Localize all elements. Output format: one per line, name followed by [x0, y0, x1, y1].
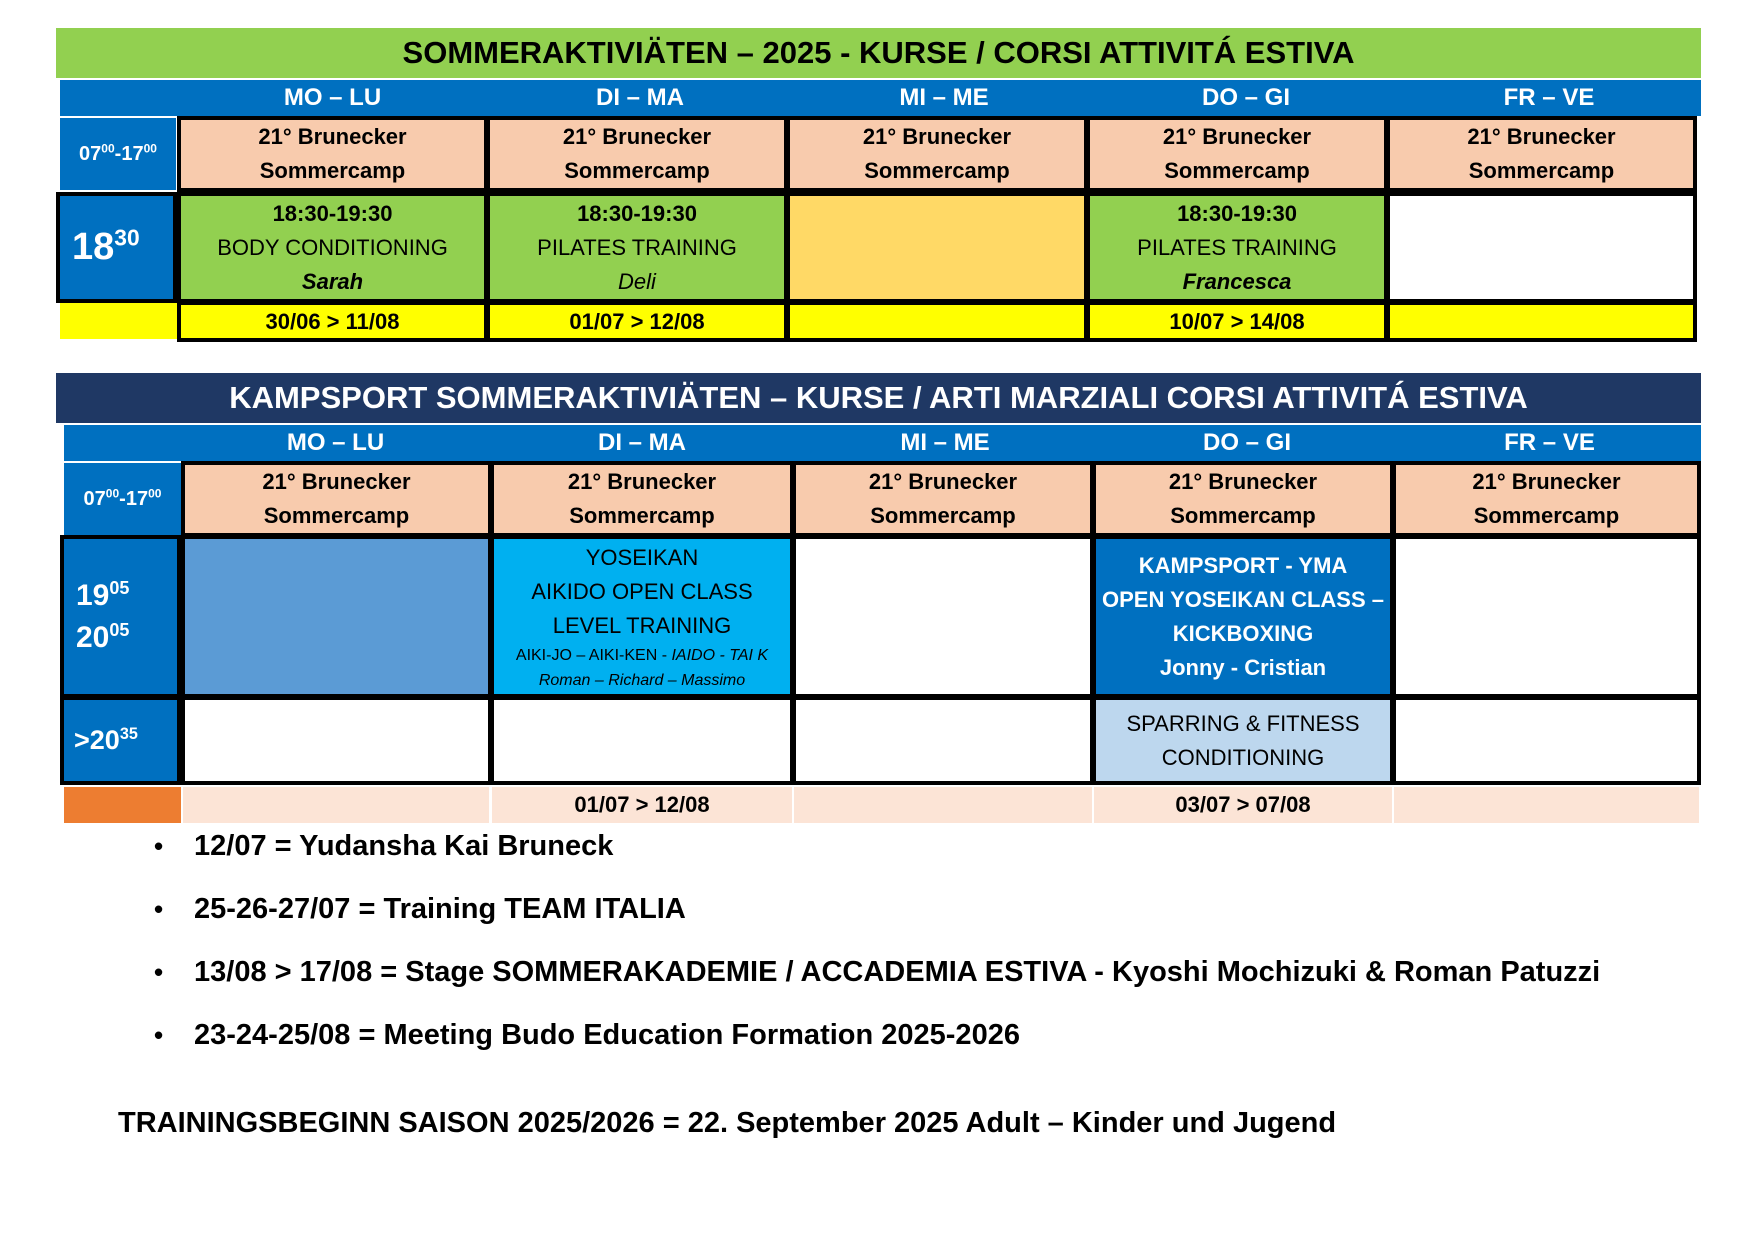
empty-cell-fr — [1386, 192, 1697, 303]
day-do: DO – GI — [1201, 84, 1291, 111]
day-blank — [64, 425, 181, 461]
date-range-do-2: 03/07 > 07/08 — [1094, 787, 1392, 823]
day-di: DI – MA — [595, 84, 684, 111]
day-di: DI – MA — [597, 429, 686, 456]
camp-cell-fr: 21° Brunecker Sommercamp — [1386, 116, 1697, 192]
course-pilates-di: 18:30-19:30 PILATES TRAINING Deli — [486, 192, 788, 303]
time-label-1905: $19^{05}$ $20^{05}$ — [60, 535, 181, 698]
course-kampsport-yma: KAMPSPORT - YMA OPEN YOSEIKAN CLASS – KICKBOXING Jonny - Cristian — [1092, 535, 1394, 698]
day-fr: FR – VE — [1503, 84, 1595, 111]
event-item: • 12/07 = Yudansha Kai Bruneck — [152, 828, 1600, 891]
empty-cell-mi — [786, 192, 1088, 303]
event-item: • 25-26-27/07 = Training TEAM ITALIA — [152, 891, 1600, 954]
empty-cell-mo-2035 — [181, 696, 492, 785]
section2-day-header — [64, 425, 1701, 461]
date-range-mi — [786, 301, 1088, 342]
date-range-mo: 30/06 > 11/08 — [177, 301, 488, 342]
day-mo — [60, 80, 178, 116]
course-sparring-fitness: SPARRING & FITNESS CONDITIONING — [1092, 696, 1394, 785]
time-label-1830: $18^{30}$ — [56, 192, 177, 303]
event-item: • 13/08 > 17/08 = Stage SOMMERAKADEMIE / ACCADEMIA ESTIVA - Kyoshi Mochizuki & Roman Patuzzi — [152, 954, 1600, 1017]
camp-cell-mi: 21° Brunecker Sommercamp — [786, 116, 1088, 192]
section1-day-header — [60, 80, 1701, 116]
date-range-mi-2 — [794, 787, 1092, 823]
event-item: • 23-24-25/08 = Meeting Budo Education Formation 2025-2026 — [152, 1017, 1600, 1080]
day-fr: FR – VE — [1504, 429, 1595, 456]
date-range-fr-2 — [1394, 787, 1699, 823]
day-mi: MI – ME — [900, 429, 990, 456]
day-mo: MO – LU — [286, 429, 385, 456]
empty-cell-mo-1905 — [181, 535, 492, 698]
date-range-di: 01/07 > 12/08 — [486, 301, 788, 342]
section1-title: SOMMERAKTIVIÄTEN – 2025 - KURSE / CORSI ATTIVITÁ ESTIVA — [56, 28, 1701, 78]
time-label-camp-2: $07^{00}-17^{00}$ — [64, 463, 181, 535]
empty-cell-di-2035 — [490, 696, 794, 785]
camp-cell-do: 21° Brunecker Sommercamp — [1086, 116, 1388, 192]
section2-title: KAMPSPORT SOMMERAKTIVIÄTEN – KURSE / ARTI MARZIALI CORSI ATTIVITÁ ESTIVA — [56, 373, 1701, 423]
empty-cell-fr-2035 — [1392, 696, 1701, 785]
camp-cell-do-2: 21° Brunecker Sommercamp — [1092, 461, 1394, 537]
empty-cell-mi-1905 — [792, 535, 1094, 698]
camp-cell-mi-2: 21° Brunecker Sommercamp — [792, 461, 1094, 537]
date-range-do: 10/07 > 14/08 — [1086, 301, 1388, 342]
empty-cell-mi-2035 — [792, 696, 1094, 785]
date-range-fr — [1386, 301, 1697, 342]
course-aikido: YOSEIKAN AIKIDO OPEN CLASS LEVEL TRAINING AIKI-JO – AIKI-KEN - IAIDO - TAI K Roman – Richard – Massimo — [490, 535, 794, 698]
date-marker-2 — [64, 787, 181, 823]
empty-cell-fr-1905 — [1392, 535, 1701, 698]
camp-cell-di-2: 21° Brunecker Sommercamp — [490, 461, 794, 537]
camp-cell-mo: 21° Brunecker Sommercamp — [177, 116, 488, 192]
season-start-note: TRAININGSBEGINN SAISON 2025/2026 = 22. September 2025 Adult – Kinder und Jugend — [118, 1107, 1337, 1139]
date-range-di-2: 01/07 > 12/08 — [492, 787, 792, 823]
camp-cell-mo-2: 21° Brunecker Sommercamp — [181, 461, 492, 537]
day-do: DO – GI — [1202, 429, 1292, 456]
camp-cell-fr-2: 21° Brunecker Sommercamp — [1392, 461, 1701, 537]
date-marker — [60, 303, 177, 339]
course-pilates-do: 18:30-19:30 PILATES TRAINING Francesca — [1086, 192, 1388, 303]
event-list — [152, 828, 1600, 1080]
date-range-mo-2 — [183, 787, 489, 823]
camp-cell-di: 21° Brunecker Sommercamp — [486, 116, 788, 192]
course-body-conditioning: 18:30-19:30 BODY CONDITIONING Sarah — [177, 192, 488, 303]
day-mi: MI – ME — [899, 84, 989, 111]
day-mo: MO – LU — [283, 84, 382, 111]
time-label-2035: $>20^{35}$ — [60, 696, 181, 785]
time-label-camp: $07^{00}-17^{00}$ — [60, 118, 176, 190]
